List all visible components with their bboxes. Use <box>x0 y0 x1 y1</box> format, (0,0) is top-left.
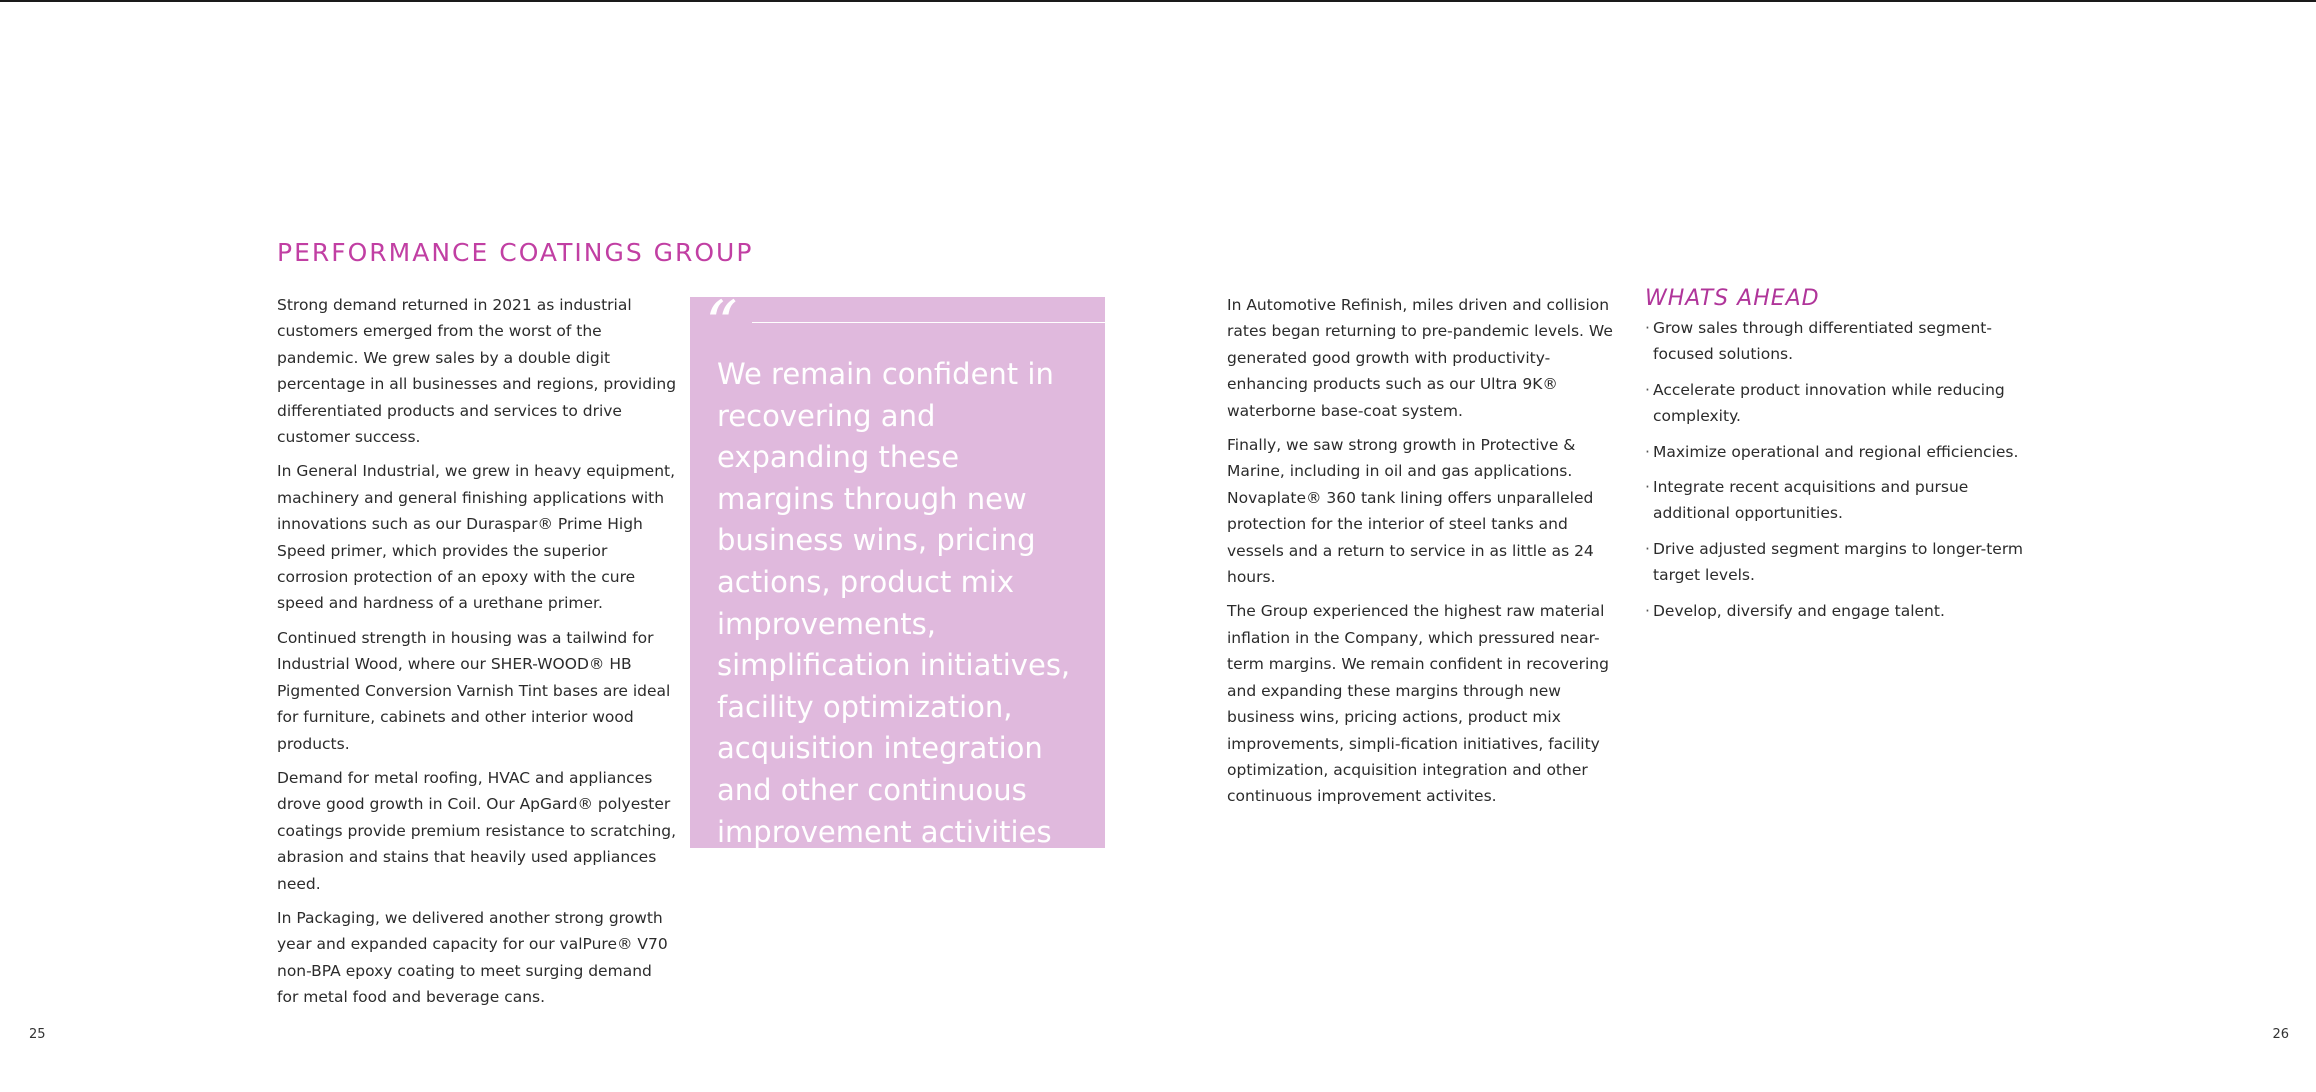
paragraph-general-industrial: In General Industrial, we grew in heavy equipment, machinery and general finishing applications with innovations such as our Duraspar® Prime High Speed primer, which provides the superior corrosion protection of an epoxy with the cure speed and hardness of a urethane primer. <box>277 462 676 613</box>
quote-divider <box>752 322 1105 323</box>
page-number-right: 26 <box>2272 1027 2289 1042</box>
list-item-text: Develop, diversify and engage talent. <box>1653 601 1945 620</box>
paragraph-general-demand: Strong demand returned in 2021 as industrial customers emerged from the worst of the pandemic. We grew sales by a double digit percentage in all businesses and regions, providing differentiated products and services to drive customer success. <box>277 296 677 447</box>
bullet-icon: · <box>1645 380 1650 399</box>
list-item-text: Maximize operational and regional efficiencies. <box>1653 442 2019 461</box>
whats-ahead-panel <box>1645 286 2025 633</box>
pull-quote-text: We remain confident in recovering and expanding these margins through new business wins, pricing actions, product mix improvements, simplification initiatives, facility optimization, acquisition integration and other continuous improvement activities <box>717 357 1071 849</box>
bullet-icon: · <box>1645 539 1650 558</box>
list-item <box>1645 377 2025 430</box>
top-rule <box>0 0 2316 2</box>
paragraph-automotive-refinish: In Automotive Refinish, miles driven and collision rates began returning to pre-pandemic levels. We generated good growth with productivity-enhancing products such as our Ultra 9K® waterborne base-coat system. <box>1227 296 1613 420</box>
paragraph-protective-marine: Finally, we saw strong growth in Protective & Marine, including in oil and gas applications. Novaplate® 360 tank lining offers unparalleled protection for the interior of steel tanks and vessels and a return to service in as little as 24 hours. <box>1227 436 1594 587</box>
quote-mark-icon: “ <box>705 288 738 362</box>
bullet-icon: · <box>1645 319 1650 337</box>
paragraph-packaging: In Packaging, we delivered another strong growth year and expanded capacity for our valPure® V70 non-BPA epoxy coating to meet surging demand for metal food and beverage cans. <box>277 908 668 1007</box>
paragraph-raw-material-inflation: The Group experienced the highest raw material inflation in the Company, which pressured near-term margins. We remain confident in recovering and expanding these margins through new business wins, pricing actions, product mix improvements, simpli-fication initiatives, facility optimization, acquisition integration and other continuous improvement activites. <box>1227 602 1609 806</box>
list-item-text: Accelerate product innovation while reducing complexity. <box>1653 380 2005 426</box>
middle-column <box>1227 292 1627 818</box>
list-item-text: Grow sales through differentiated segment-focused solutions. <box>1653 319 1992 364</box>
whats-ahead-list <box>1645 315 2025 624</box>
page-number-left: 25 <box>29 1027 46 1042</box>
list-item-text: Integrate recent acquisitions and pursue additional opportunities. <box>1653 478 1969 523</box>
list-item-text: Drive adjusted segment margins to longer-term target levels. <box>1653 539 2024 585</box>
list-item <box>1645 439 2025 465</box>
list-item <box>1645 315 2025 368</box>
paragraph-industrial-wood: Continued strength in housing was a tailwind for Industrial Wood, where our SHER-WOOD® HB Pigmented Conversion Varnish Tint bases are ideal for furniture, cabinets and other interior wood products. <box>277 628 671 753</box>
bullet-icon: · <box>1645 442 1650 461</box>
pull-quote-box <box>690 288 1105 849</box>
left-column <box>277 292 677 1019</box>
bullet-icon: · <box>1645 601 1650 620</box>
list-item <box>1645 598 2025 624</box>
paragraph-coil: Demand for metal roofing, HVAC and appliances drove good growth in Coil. Our ApGard® polyester coatings provide premium resistance to scratching, abrasion and stains that heavily used appliances need. <box>277 768 677 893</box>
list-item <box>1645 536 2025 589</box>
whats-ahead-title: WHATS AHEAD <box>1645 286 1820 311</box>
bullet-icon: · <box>1645 478 1650 497</box>
section-title: PERFORMANCE COATINGS GROUP <box>277 238 754 267</box>
list-item <box>1645 474 2025 527</box>
